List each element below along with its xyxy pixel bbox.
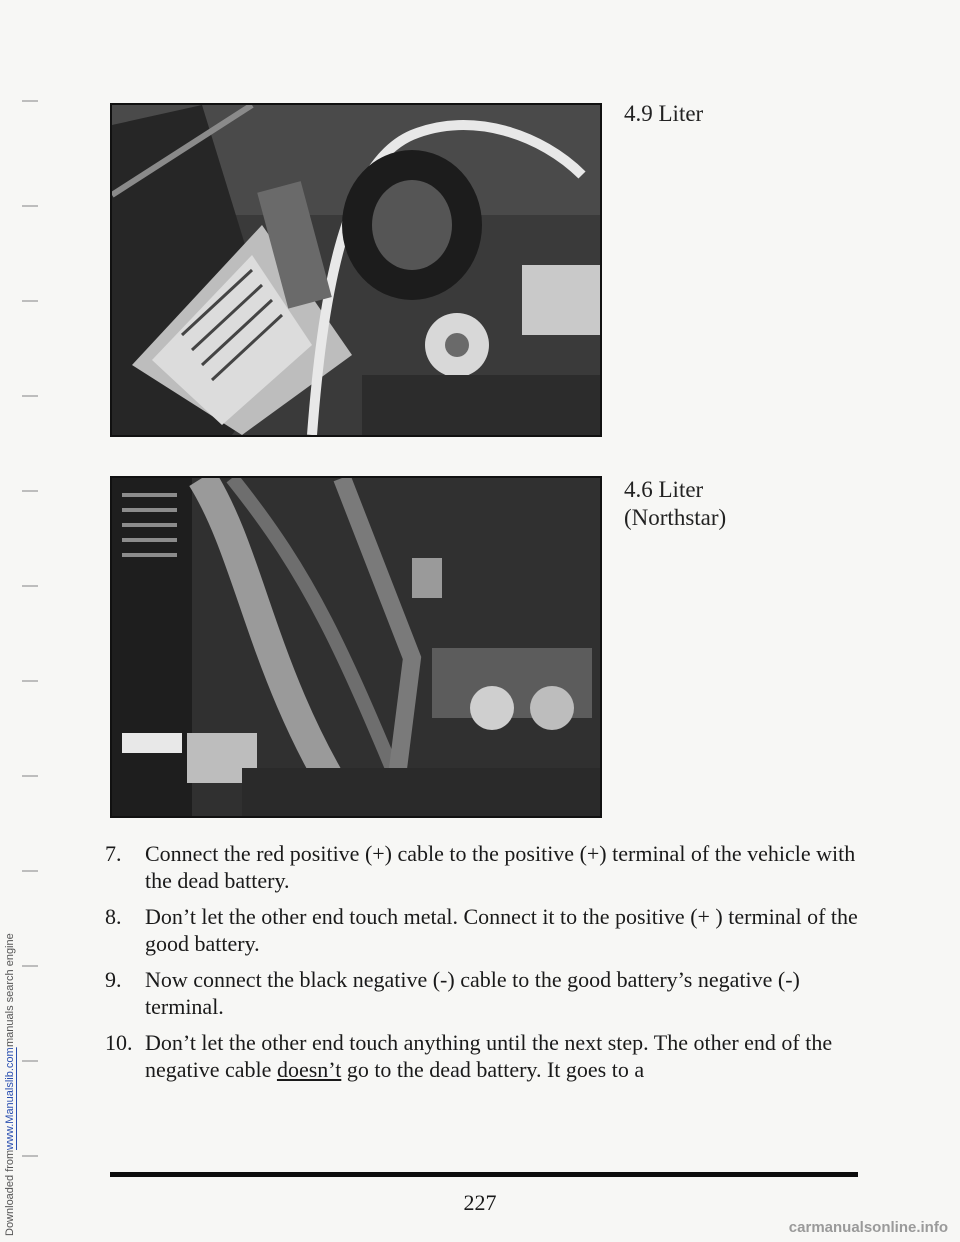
download-source-note: Downloaded from www.Manualslib.com manuals search engine xyxy=(4,933,16,1236)
margin-tick xyxy=(22,775,38,777)
step-item: 8. Don’t let the other end touch metal. Connect it to the positive (+ ) terminal of the good battery. xyxy=(105,904,858,956)
margin-tick xyxy=(22,680,38,682)
engine-photo-4-6-liter-northstar xyxy=(110,476,602,818)
margin-tick xyxy=(22,585,38,587)
manualslib-link[interactable]: www.Manualslib.com xyxy=(4,1047,16,1150)
figure-caption-4-9-liter: 4.9 Liter xyxy=(624,101,704,126)
watermark: carmanualsonline.info xyxy=(788,1219,948,1236)
margin-tick xyxy=(22,1155,38,1157)
step-item: 10. Don’t let the other end touch anything until the next step. The other end of the negative cable doesn’t go to the dead battery. It goes to a xyxy=(105,1030,833,1082)
margin-tick xyxy=(22,870,38,872)
page-number: 227 xyxy=(463,1190,497,1215)
engine-photo-4-9-liter xyxy=(110,103,602,437)
margin-tick xyxy=(22,300,38,302)
step-item: 9. Now connect the black negative (-) cable to the good battery’s negative (-) terminal. xyxy=(105,967,800,1019)
figure-caption-4-6-liter: 4.6 Liter (Northstar) xyxy=(624,477,727,530)
margin-tick xyxy=(22,965,38,967)
margin-tick xyxy=(22,395,38,397)
margin-tick xyxy=(22,1060,38,1062)
instruction-steps xyxy=(105,840,865,1092)
step-item: 7. Connect the red positive (+) cable to the positive (+) terminal of the vehicle with the dead battery. xyxy=(105,841,856,893)
footer-rule xyxy=(110,1172,858,1177)
margin-tick xyxy=(22,100,38,102)
margin-tick xyxy=(22,490,38,492)
margin-tick xyxy=(22,205,38,207)
